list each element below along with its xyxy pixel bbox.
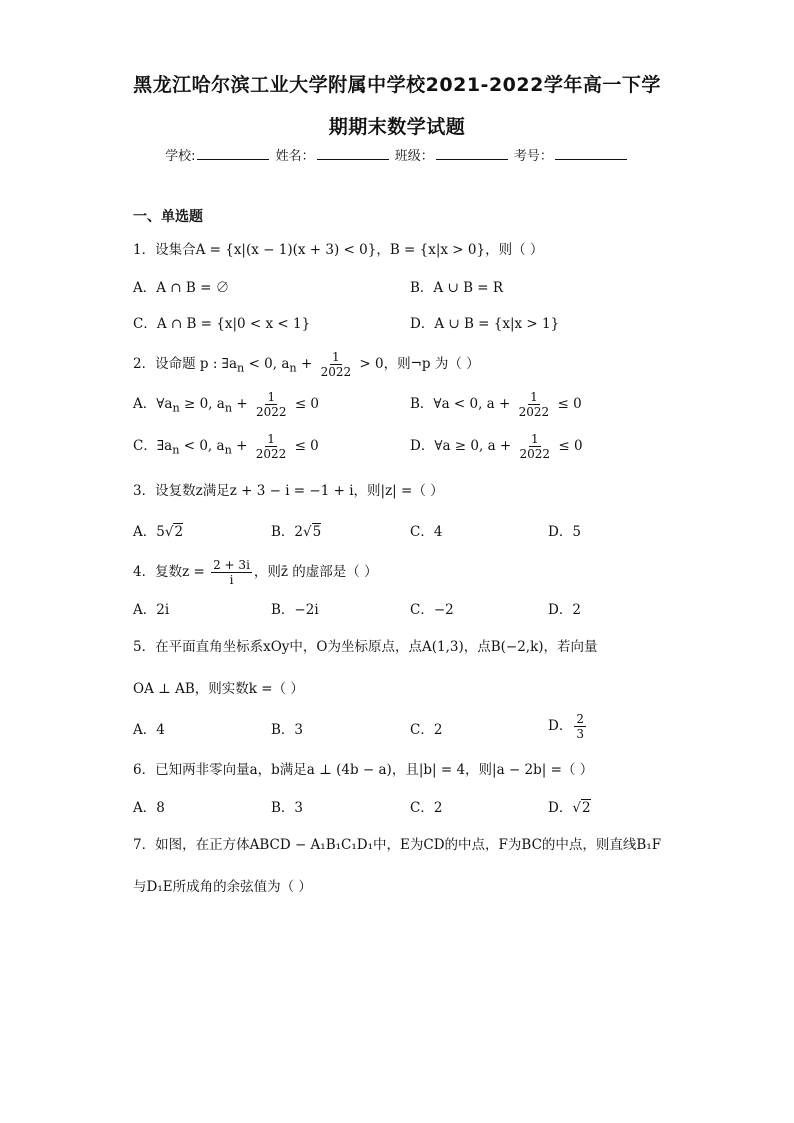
q2-stem: 2．设命题 p : $\exists a_n < 0$, $a_n$ + $\frac{1}{2022}$ > 0，则¬p 为（ ） <box>133 350 480 379</box>
name-blank[interactable] <box>317 147 389 160</box>
q1-option-a: A．A ∩ B = ∅ <box>133 280 230 296</box>
q7-stem-line2: 与D₁E所成角的余弦值为（ ） <box>133 879 312 895</box>
q4-option-d: D．2 <box>548 602 581 618</box>
q3-option-c: C．4 <box>410 524 443 540</box>
fraction: $\frac{2 + 3i}{i}$ <box>213 558 250 587</box>
q2-option-b: B．∀a < 0, a + $\frac{1}{2022}$ ≤ 0 <box>410 390 582 419</box>
q6-option-b: B．3 <box>271 800 304 816</box>
q3-option-b: B．2√5 <box>271 524 322 540</box>
q5-option-d: D． $\frac{2}{3}$ <box>548 712 584 741</box>
student-info-line <box>0 145 794 164</box>
q4-option-b: B．−2i <box>271 602 319 618</box>
exam-title-line1: 黑龙江哈尔滨工业大学附属中学校2021-2022学年高一下学 <box>133 74 661 96</box>
class-label: 班级： <box>394 149 434 164</box>
q6-stem: 6．已知两非零向量a，b满足a ⊥ (4b − a)，且|b| = 4，则|a − 2b| =（ ） <box>133 762 594 778</box>
q5-option-a: A．4 <box>133 722 165 738</box>
exam-title-line2: 期期末数学试题 <box>328 116 466 138</box>
q7-stem-line1: 7．如图，在正方体ABCD − A₁B₁C₁D₁中，E为CD的中点，F为BC的中点，则直线B₁F <box>133 837 662 853</box>
number-label: 考号： <box>513 149 553 164</box>
q2-option-d: D．∀a ≥ 0, a + $\frac{1}{2022}$ ≤ 0 <box>410 432 583 461</box>
q5-stem-line2: OA ⊥ AB，则实数k =（ ） <box>133 681 304 697</box>
q6-option-a: A．8 <box>133 800 165 816</box>
q6-option-d: D．√2 <box>548 800 591 816</box>
number-blank[interactable] <box>555 147 627 160</box>
section-heading: 一、单选题 <box>133 209 203 225</box>
class-blank[interactable] <box>436 147 508 160</box>
school-label: 学校: <box>165 149 196 164</box>
school-blank[interactable] <box>197 147 269 160</box>
q3-option-d: D．5 <box>548 524 581 540</box>
q3-option-a: A．5√2 <box>133 524 184 540</box>
q2-option-c: C．$\exists a_n < 0$, $a_n$ + $\frac{1}{2022}$ ≤ 0 <box>133 432 319 461</box>
fraction: $\frac{1}{2022}$ <box>320 350 352 379</box>
q1-option-b: B．A ∪ B = R <box>410 280 504 296</box>
q1-option-d: D．A ∪ B = {x|x > 1} <box>410 316 560 332</box>
name-label: 姓名： <box>275 149 315 164</box>
q4-option-c: C．−2 <box>410 602 454 618</box>
q5-option-c: C．2 <box>410 722 443 738</box>
q2-option-a: A．$\forall a_n \ge 0$, $a_n$ + $\frac{1}{2022}$ ≤ 0 <box>133 390 320 419</box>
q4-stem: 4．复数z = $\frac{2 + 3i}{i}$ ，则z̄ 的虚部是（ ） <box>133 558 378 587</box>
q1-option-c: C．A ∩ B = {x|0 < x < 1} <box>133 316 311 332</box>
q5-stem-line1: 5．在平面直角坐标系xOy中，O为坐标原点，点A(1,3)，点B(−2,k)，若向量 <box>133 639 598 655</box>
q1-stem: 1．设集合A = {x|(x − 1)(x + 3) < 0}，B = {x|x > 0}，则（ ） <box>133 242 544 258</box>
q4-option-a: A．2i <box>133 602 170 618</box>
q6-option-c: C．2 <box>410 800 443 816</box>
q3-stem: 3．设复数z满足z + 3 − i = −1 + i，则|z| =（ ） <box>133 483 444 499</box>
q5-option-b: B．3 <box>271 722 304 738</box>
